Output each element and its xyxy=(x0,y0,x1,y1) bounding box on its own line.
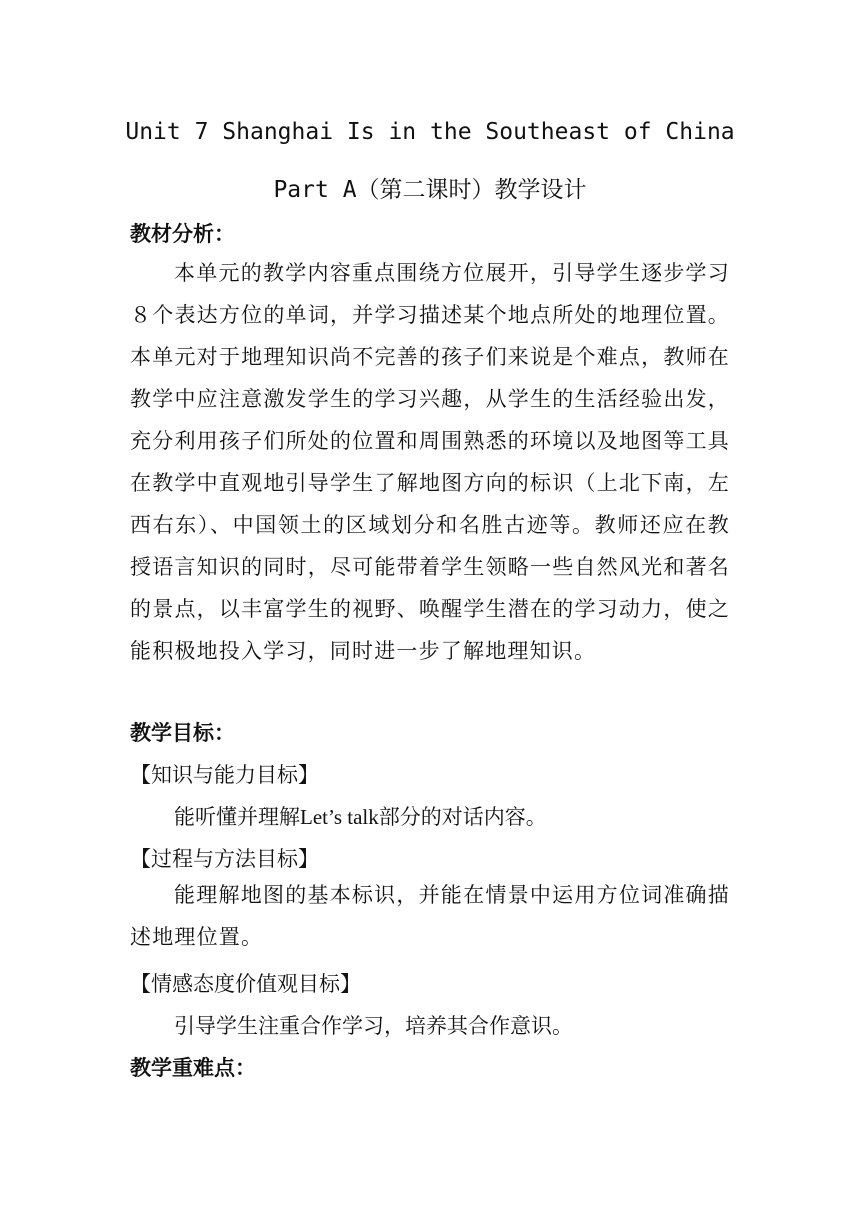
key-difficult-points-heading: 教学重难点： xyxy=(130,1056,256,1080)
knowledge-ability-goal-label: 【知识与能力目标】 xyxy=(130,763,319,787)
attitude-values-goal-text: 引导学生注重合作学习，培养其合作意识。 xyxy=(174,1014,573,1038)
materials-analysis-heading: 教材分析： xyxy=(130,222,235,246)
teaching-goals-heading: 教学目标： xyxy=(130,721,235,745)
knowledge-ability-goal-text: 能听懂并理解Let’s talk部分的对话内容。 xyxy=(174,805,547,829)
attitude-values-goal-label: 【情感态度价值观目标】 xyxy=(130,972,361,996)
materials-analysis-paragraph: 本单元的教学内容重点围绕方位展开，引导学生逐步学习８个表达方位的单词，并学习描述某个地点所处的地理位置。本单元对于地理知识尚不完善的孩子们来说是个难点，教师在教学中应注意激发学生的学习兴趣，从学生的生活经验出发，充分利用孩子们所处的位置和周围熟悉的环境以及地图等工具在教学中直观地引导学生了解地图方向的标识（上北下南，左西右东）、中国领土的区域划分和名胜古迹等。教师还应在教授语言知识的同时，尽可能带着学生领略一些自然风光和著名的景点，以丰富学生的视野、唤醒学生潜在的学习动力，使之能积极地投入学习，同时进一步了解地理知识。 xyxy=(130,261,730,663)
process-method-goal-label: 【过程与方法目标】 xyxy=(130,847,319,871)
document-title: Unit 7 Shanghai Is in the Southeast of China xyxy=(125,119,735,145)
process-method-goal-text: 能理解地图的基本标识，并能在情景中运用方位词准确描述地理位置。 xyxy=(130,883,730,949)
document-subtitle: Part A（第二课时）教学设计 xyxy=(273,177,587,203)
